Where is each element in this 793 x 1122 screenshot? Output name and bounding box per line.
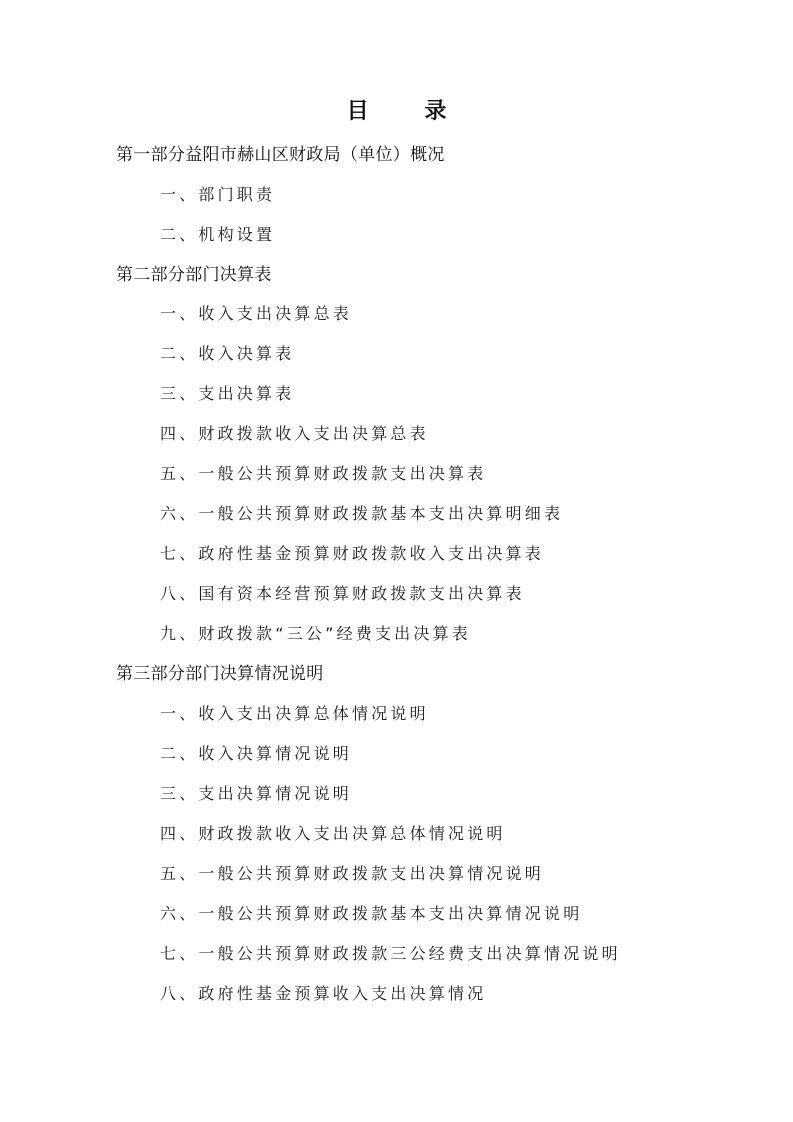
part-heading-3: 第三部分部门决算情况说明	[116, 664, 324, 684]
toc-title: 目 录	[346, 99, 471, 124]
toc-item: 五、一般公共预算财政拨款支出决算表	[160, 464, 487, 483]
toc-item: 三、支出决算情况说明	[160, 784, 353, 803]
toc-item: 一、收入支出决算总体情况说明	[160, 704, 429, 723]
toc-item: 一、收入支出决算总表	[160, 304, 353, 323]
toc-item: 二、收入决算表	[160, 344, 295, 363]
toc-item: 一、部门职责	[160, 185, 276, 204]
toc-item: 六、一般公共预算财政拨款基本支出决算情况说明	[160, 904, 583, 923]
part-heading-2: 第二部分部门决算表	[116, 265, 272, 285]
toc-item: 五、一般公共预算财政拨款支出决算情况说明	[160, 864, 545, 883]
toc-item: 七、政府性基金预算财政拨款收入支出决算表	[160, 544, 545, 563]
toc-item: 二、收入决算情况说明	[160, 744, 353, 763]
toc-item: 四、财政拨款收入支出决算总体情况说明	[160, 824, 506, 843]
toc-item: 三、支出决算表	[160, 384, 295, 403]
toc-item: 七、一般公共预算财政拨款三公经费支出决算情况说明	[160, 944, 621, 963]
toc-item: 六、一般公共预算财政拨款基本支出决算明细表	[160, 504, 564, 523]
toc-item: 九、财政拨款“三公”经费支出决算表	[160, 624, 471, 643]
toc-item: 八、政府性基金预算收入支出决算情况	[160, 984, 487, 1003]
toc-item: 四、财政拨款收入支出决算总表	[160, 424, 429, 443]
toc-item: 二、机构设置	[160, 225, 276, 244]
part-heading-1: 第一部分益阳市赫山区财政局（单位）概况	[116, 145, 445, 165]
toc-item: 八、国有资本经营预算财政拨款支出决算表	[160, 584, 525, 603]
